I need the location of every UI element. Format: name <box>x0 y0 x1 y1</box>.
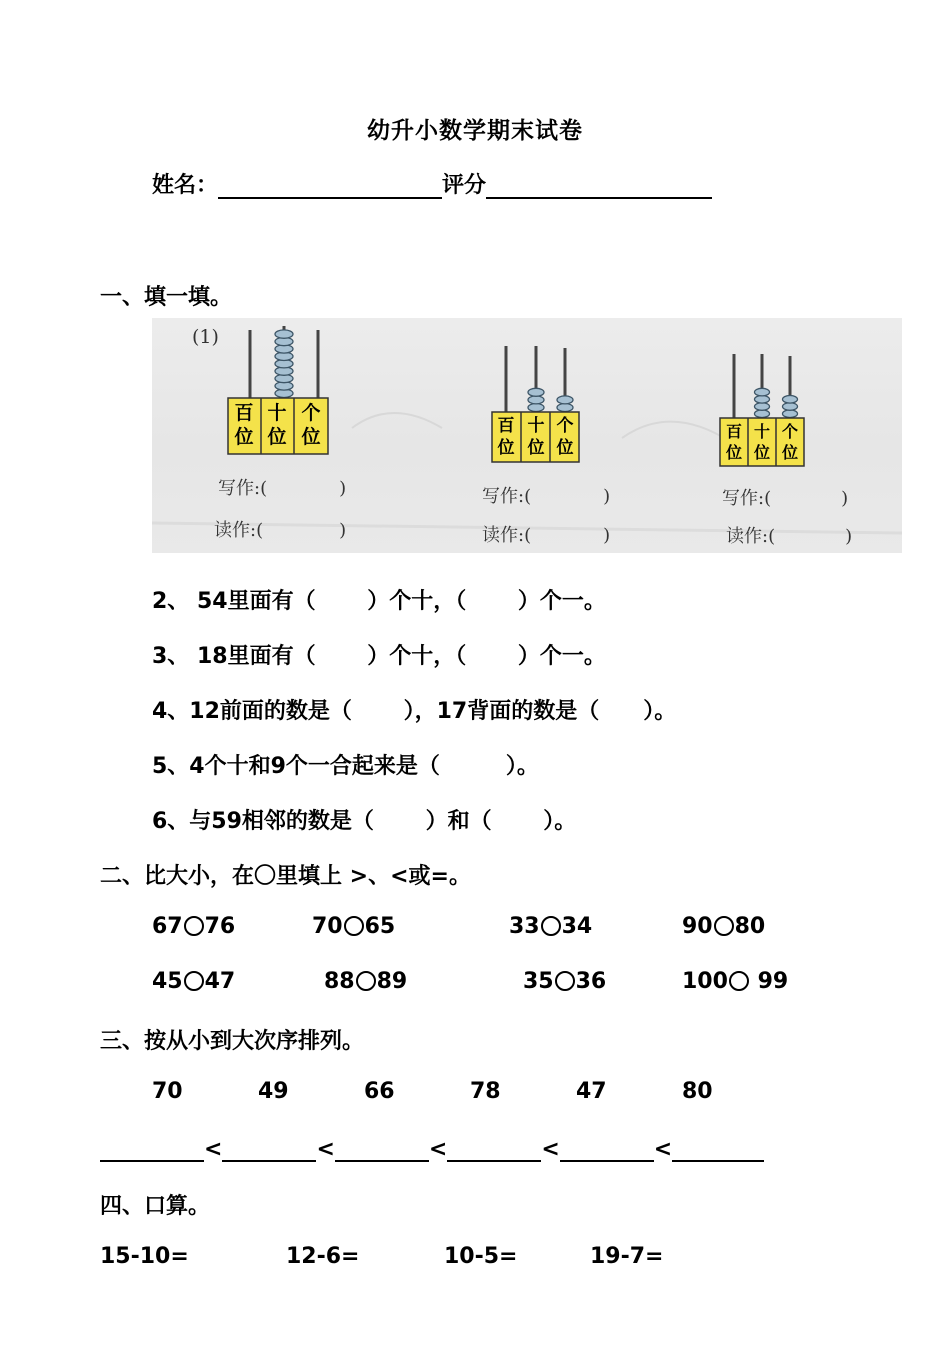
section3-heading: 三、按从小到大次序排列。 <box>100 1029 365 1054</box>
abacus-3-label: 百 <box>725 422 743 441</box>
less-than: < <box>316 1137 335 1162</box>
abacus-2-ones-bead <box>557 404 573 412</box>
compare-circle[interactable] <box>729 971 749 991</box>
compare-left: 35 <box>523 969 554 994</box>
abacus-1-label-tens-2: 位 <box>267 426 287 448</box>
score-blank[interactable] <box>486 173 712 199</box>
abacus-1-label-ones-1: 个 <box>301 402 321 424</box>
compare-circle[interactable] <box>356 971 376 991</box>
order-number-5: 47 <box>576 1079 607 1104</box>
background-mark <box>622 422 732 443</box>
write-label: 写作:( <box>722 488 772 509</box>
close-paren: ) <box>603 486 611 507</box>
abacus-1-tens-bead <box>275 330 293 338</box>
abacus-1-label-hundreds-1: 百 <box>234 402 254 424</box>
compare-right: 80 <box>734 914 766 939</box>
section2-heading: 二、比大小，在〇里填上 >、<或=。 <box>100 864 471 889</box>
close-paren: ) <box>339 478 347 499</box>
name-blank[interactable] <box>218 173 442 199</box>
write-label: 写作:( <box>218 478 268 499</box>
question-5: 5、4个十和9个一合起来是（ ）。 <box>152 754 539 779</box>
abacus-2-label: 位 <box>556 438 574 458</box>
abacus-3-tens-bead <box>755 410 770 418</box>
compare-2-1 <box>152 969 235 994</box>
compare-left: 90 <box>682 914 713 939</box>
compare-2-2 <box>324 969 407 994</box>
abacus-3-tens-bead <box>755 396 770 404</box>
section4-heading: 四、口算。 <box>100 1194 211 1219</box>
abacus-3-label: 位 <box>781 443 799 462</box>
compare-1-4 <box>682 914 765 939</box>
abacus-2-tens-bead <box>528 404 544 412</box>
question-6: 6、与59相邻的数是（ ）和（ ）。 <box>152 809 577 834</box>
close-paren: ) <box>841 488 849 509</box>
read-label: 读作:( <box>482 525 532 546</box>
abacus-3 <box>720 354 804 466</box>
compare-left: 88 <box>324 969 355 994</box>
compare-left: 45 <box>152 969 183 994</box>
abacus-3-ones-bead <box>783 403 798 411</box>
compare-circle[interactable] <box>344 916 364 936</box>
less-than: < <box>428 1137 448 1162</box>
abacus-2-label: 百 <box>497 416 515 436</box>
question-4: 4、12前面的数是（ ），17背面的数是（ ）。 <box>152 699 677 724</box>
order-number-6: 80 <box>682 1079 713 1104</box>
abacus-3-label: 位 <box>753 443 771 462</box>
page-title: 幼升小数学期末试卷 <box>367 118 583 144</box>
less-than: < <box>541 1137 560 1162</box>
close-paren: ) <box>603 525 611 546</box>
close-paren: ) <box>845 526 853 547</box>
compare-right: 47 <box>204 969 236 994</box>
background-mark <box>352 413 442 428</box>
compare-right: 65 <box>364 914 396 939</box>
abacus-2-label: 个 <box>556 416 574 436</box>
order-number-3: 66 <box>364 1079 395 1104</box>
less-than: < <box>653 1137 673 1162</box>
abacus-3-ones-bead <box>783 396 798 404</box>
abacus-1 <box>228 326 328 454</box>
read-label: 读作:( <box>726 526 776 547</box>
abacus-3-label: 十 <box>753 422 771 441</box>
abacus-3-label: 个 <box>781 422 799 441</box>
order-blank-1[interactable] <box>100 1134 204 1162</box>
abacus-3-tens-bead <box>755 403 770 411</box>
order-answer-row <box>100 1134 764 1162</box>
compare-right: 99 <box>749 969 789 994</box>
compare-circle[interactable] <box>714 916 734 936</box>
order-blank-4[interactable] <box>447 1134 541 1162</box>
compare-right: 89 <box>376 969 408 994</box>
less-than: < <box>204 1137 223 1162</box>
order-number-1: 70 <box>152 1079 183 1104</box>
abacus-3-label: 位 <box>725 443 743 462</box>
abacus-1-beads <box>275 330 293 398</box>
q1-number: (1) <box>192 326 219 348</box>
question-3: 3、 18里面有（ ）个十，（ ）个一。 <box>152 644 606 669</box>
compare-1-2 <box>312 914 395 939</box>
order-blank-3[interactable] <box>335 1134 429 1162</box>
compare-circle[interactable] <box>184 971 204 991</box>
q1-write-2 <box>482 482 610 508</box>
compare-2-3 <box>523 969 606 994</box>
compare-right: 36 <box>575 969 607 994</box>
compare-right: 34 <box>561 914 593 939</box>
mental-math-1: 15-10= <box>100 1244 189 1269</box>
compare-circle[interactable] <box>184 916 204 936</box>
order-blank-5[interactable] <box>560 1134 654 1162</box>
abacus-2 <box>492 346 579 462</box>
abacus-2-tens-bead <box>528 396 544 404</box>
write-label: 写作:( <box>482 486 532 507</box>
compare-right: 76 <box>204 914 236 939</box>
compare-left: 70 <box>312 914 343 939</box>
section1-heading: 一、填一填。 <box>100 285 233 310</box>
abacus-3-ones-bead <box>783 410 798 418</box>
compare-left: 33 <box>509 914 540 939</box>
mental-math-4: 19-7= <box>590 1244 664 1269</box>
order-blank-2[interactable] <box>222 1134 316 1162</box>
order-number-4: 78 <box>470 1079 501 1104</box>
abacus-1-label-ones-2: 位 <box>301 426 321 448</box>
mental-math-2: 12-6= <box>286 1244 360 1269</box>
compare-left: 100 <box>682 969 728 994</box>
abacus-2-label: 位 <box>497 438 515 458</box>
mental-math-3: 10-5= <box>444 1244 518 1269</box>
compare-left: 67 <box>152 914 183 939</box>
header-fields <box>152 168 712 199</box>
q1-write-3 <box>722 484 848 510</box>
abacus-photo <box>152 318 902 553</box>
order-number-2: 49 <box>258 1079 289 1104</box>
compare-1-1 <box>152 914 235 939</box>
abacus-1-label-hundreds-2: 位 <box>234 426 254 448</box>
read-label: 读作:( <box>214 520 264 541</box>
score-label: 评分 <box>442 173 487 198</box>
compare-circle[interactable] <box>555 971 575 991</box>
abacus-2-ones-bead <box>557 396 573 404</box>
compare-2-4 <box>682 969 788 994</box>
abacus-1-label-tens-1: 十 <box>267 402 287 424</box>
question-2: 2、 54里面有（ ）个十，（ ）个一。 <box>152 589 606 614</box>
abacus-2-label: 位 <box>527 438 545 458</box>
abacus-2-label: 十 <box>527 416 545 436</box>
abacus-3-tens-bead <box>755 388 770 396</box>
q1-write-1 <box>218 474 346 500</box>
order-blank-6[interactable] <box>672 1134 764 1162</box>
q1-read-1 <box>214 516 346 542</box>
q1-read-3 <box>726 522 852 548</box>
compare-circle[interactable] <box>541 916 561 936</box>
compare-1-3 <box>509 914 592 939</box>
close-paren: ) <box>339 520 347 541</box>
name-label: 姓名： <box>152 173 219 198</box>
abacus-2-tens-bead <box>528 388 544 396</box>
q1-read-2 <box>482 521 610 547</box>
